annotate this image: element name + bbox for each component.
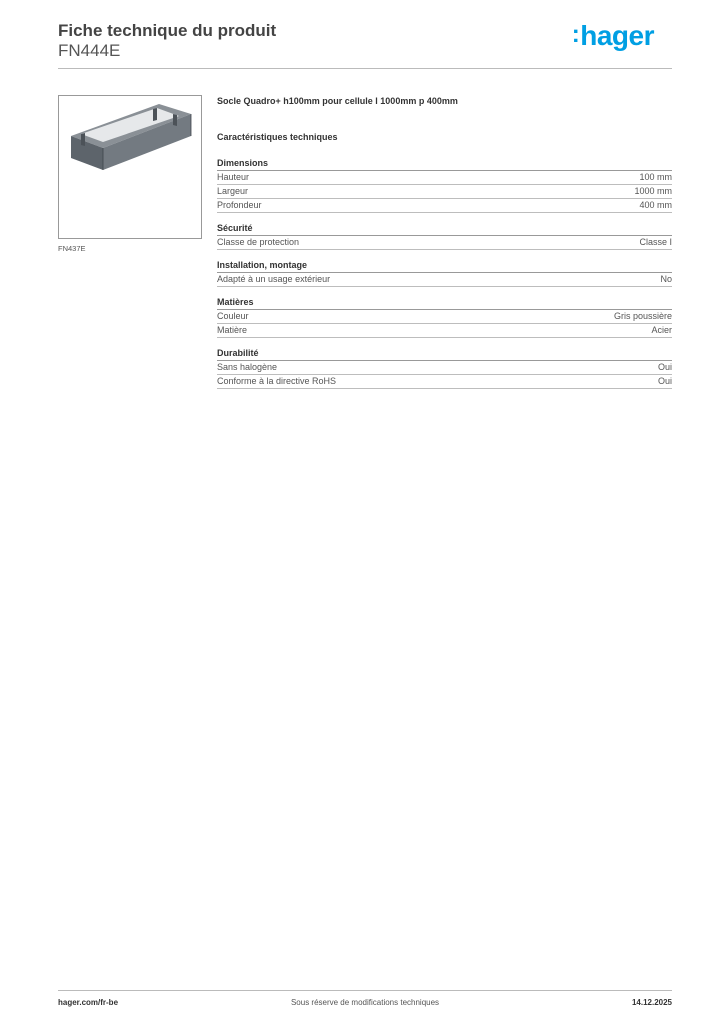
specs-heading: Caractéristiques techniques <box>217 132 338 142</box>
spec-value: 100 mm <box>639 172 672 182</box>
website-link[interactable]: hager.com/fr-be <box>58 998 119 1007</box>
spec-value: Classe I <box>639 237 672 247</box>
spec-label: Classe de protection <box>217 237 300 247</box>
spec-row <box>217 171 672 185</box>
spec-row <box>217 310 672 324</box>
image-caption: FN437E <box>58 244 86 253</box>
spec-row <box>217 236 672 250</box>
document-date: 14.12.2025 <box>631 998 672 1007</box>
spec-row <box>217 324 672 338</box>
spec-row <box>217 273 672 287</box>
spec-value: Oui <box>657 376 672 386</box>
spec-label: Couleur <box>217 311 249 321</box>
section-durabilite <box>217 347 672 389</box>
spec-value: No <box>660 274 672 284</box>
spec-row <box>217 375 672 389</box>
footer-notice: Sous réserve de modifications techniques <box>290 998 440 1007</box>
spec-row <box>217 185 672 199</box>
product-image <box>58 95 202 239</box>
spec-label: Conforme à la directive RoHS <box>217 376 337 386</box>
spec-value: Acier <box>651 325 672 335</box>
logo-text: hager <box>580 20 654 51</box>
spec-label: Largeur <box>217 186 249 196</box>
section-title: Sécurité <box>217 222 672 236</box>
spec-value: 400 mm <box>639 200 672 210</box>
section-title: Matières <box>217 296 672 310</box>
section-title: Installation, montage <box>217 259 672 273</box>
spec-value: Gris poussière <box>613 311 672 321</box>
section-matieres <box>217 296 672 338</box>
spec-row <box>217 199 672 213</box>
section-dimensions <box>217 157 672 213</box>
document-title: Fiche technique du produit <box>58 21 277 40</box>
spec-label: Matière <box>217 325 248 335</box>
product-name: Socle Quadro+ h100mm pour cellule l 1000mm p 400mm <box>217 96 458 106</box>
spec-label: Sans halogène <box>217 362 278 372</box>
header-divider <box>58 68 672 69</box>
section-securite <box>217 222 672 250</box>
spec-label: Profondeur <box>217 200 262 210</box>
page-header <box>58 20 672 61</box>
spec-row <box>217 361 672 375</box>
hager-logo: :hager <box>571 20 654 51</box>
section-title: Durabilité <box>217 347 672 361</box>
spec-label: Hauteur <box>217 172 250 182</box>
section-title: Dimensions <box>217 157 672 171</box>
plinth-illustration <box>59 96 201 238</box>
spec-value: Oui <box>657 362 672 372</box>
footer-divider <box>58 990 672 991</box>
product-reference: FN444E <box>58 41 121 60</box>
section-installation <box>217 259 672 287</box>
spec-value: 1000 mm <box>634 186 672 196</box>
spec-label: Adapté à un usage extérieur <box>217 274 331 284</box>
product-details <box>217 95 672 398</box>
